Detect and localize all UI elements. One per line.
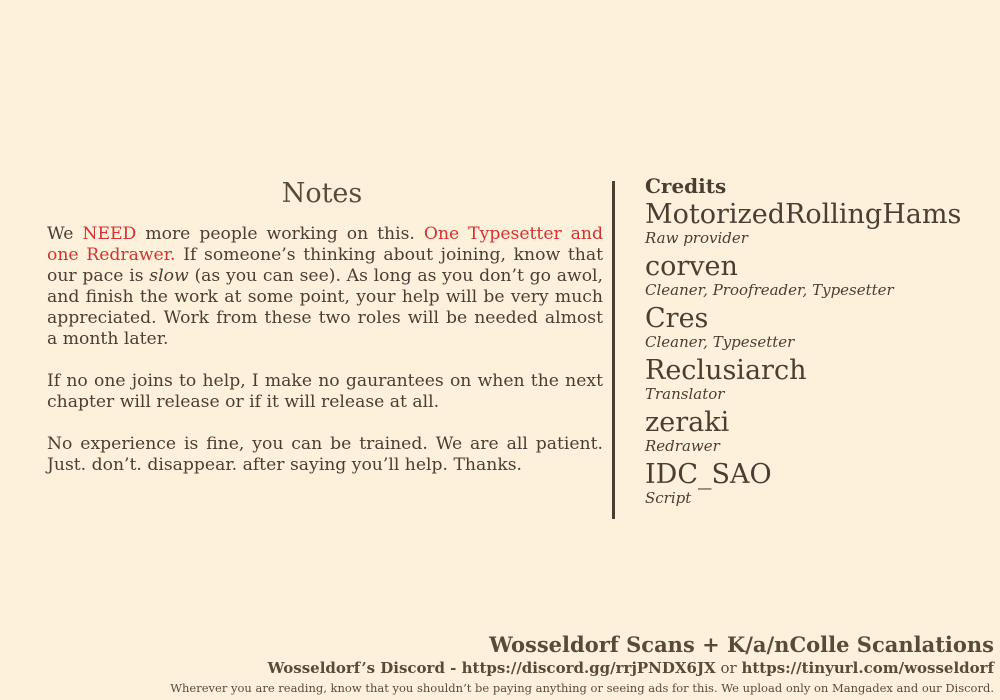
notes-text: more people working on this. [136,224,424,244]
credit-role: Cleaner, Typesetter [645,333,795,351]
roles-needed-highlight: One Typesetter and one Redrawer. [47,224,603,265]
notes-paragraph-3: No experience is fine, you can be trained. We are all patient. Just. don’t. disappear. after saying you’ll help. Thanks. [47,434,603,475]
credit-name: corven [645,251,738,282]
tinyurl-link[interactable]: https://tinyurl.com/wosseldorf [741,659,994,677]
credit-entry [645,200,995,247]
notes-paragraph-2: If no one joins to help, I make no gaurantees on when the next chapter will release or if it will release at all. [47,371,603,412]
credit-name: Reclusiarch [645,355,807,386]
discord-label: Wosseldorf’s Discord - [267,659,462,677]
credit-entry [645,356,995,403]
need-emphasis: NEED [82,224,137,244]
credit-entry [645,252,995,299]
notes-title: Notes [281,178,363,209]
notes-text: We [47,224,83,244]
notes-body [47,224,603,476]
credit-role: Raw provider [645,229,748,247]
discord-link[interactable]: https://discord.gg/rrjPNDX6JX [461,659,716,677]
credit-entry [645,408,995,455]
footer-links [170,658,994,678]
credit-entry [645,304,995,351]
credits-section [645,174,995,512]
column-divider [612,181,615,519]
credit-role: Translator [645,385,725,403]
or-text: or [715,659,742,677]
notes-text: If someone’s thinking about joining, know that our pace is [47,245,603,286]
footer-title: Wosseldorf Scans + K/a/nColle Scanlations [489,632,994,657]
credit-name: IDC_SAO [645,459,772,490]
credit-entry [645,460,995,507]
footer-note: Wherever you are reading, know that you shouldn’t be paying anything or seeing ads for this. We upload only on Mangadex and our Discord. [170,681,994,695]
notes-text: (as you can see). As long as you don’t go awol, and finish the work at some point, your help will be very much appreciated. Work from these two roles will be needed almost a month later. [47,266,604,349]
credit-name: Cres [645,303,709,334]
footer [170,632,994,698]
credit-role: Cleaner, Proofreader, Typesetter [645,281,894,299]
slow-emphasis: slow [149,266,189,286]
credits-title: Credits [645,174,727,198]
notes-paragraph-1 [47,224,603,350]
credit-name: zeraki [645,407,730,438]
credit-role: Redrawer [645,437,720,455]
credit-role: Script [645,489,692,507]
credit-name: MotorizedRollingHams [645,199,962,230]
